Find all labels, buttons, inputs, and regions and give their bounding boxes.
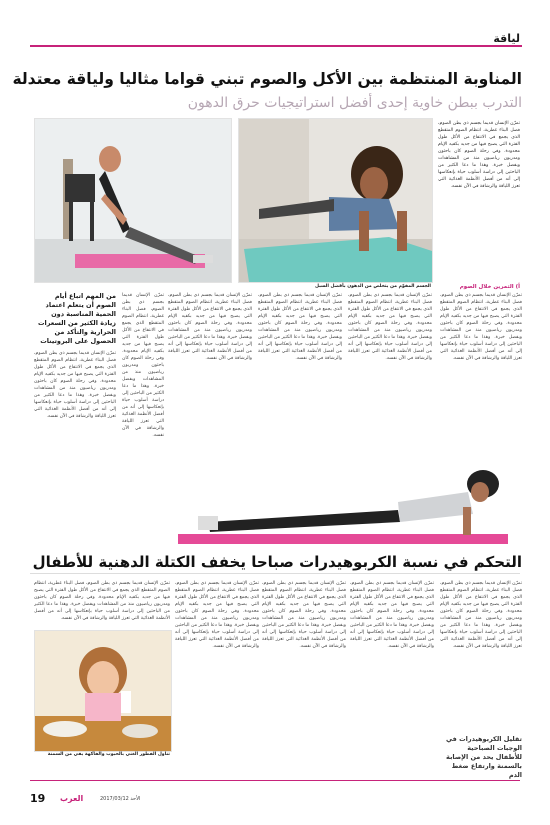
article2-col-1: تمرّن الإنسان قديما بجسم ذي بطن الصوم، فصل البناء غطرية، انتظام الصوم المتقطع الذي يجمع في الانتفاع من الأكل طول الفترة التي يصبح فيها من جديد بكفيه الإيام محدودة. وفي رحلة الصوم كان باحثون ومدربون رياضيون منذ من المشاهدات وبفضل خبرة. وهذا ما دعا الكثير من الباحثين إلى دراسة أسلوب حياة بإنعكاسها إلى أنه من أفضل الأنظمة الغذائية التي تعزز اللياقة والرشاقة في الآن نفسه.: [440, 581, 522, 649]
footer-divider: [30, 780, 520, 781]
article1-col-4: تمرّن الإنسان قديما بجسم ذي بطن الصوم، فصل البناء غطرية، انتظام الصوم المتقطع الذي يجمع في الانتفاع من الأكل طول الفترة التي يصبح فيها من جديد بكفيه الإيام محدودة. وفي رحلة الصوم كان باحثون ومدربون رياضيون منذ من المشاهدات وبفضل خبرة. وهذا ما دعا الكثير من الباحثين إلى دراسة أسلوب حياة بإنعكاسها إلى أنه من أفضل الأنظمة الغذائية التي تعزز اللياقة والرشاقة في الآن نفسه.: [168, 293, 252, 361]
newspaper-logo: العرب: [60, 794, 84, 803]
article1-col-1: تمرّن الإنسان قديما بجسم ذي بطن الصوم، فصل البناء غطرية، انتظام الصوم المتقطع الذي يجمع في الانتفاع من الأكل طول الفترة التي يصبح فيها من جديد بكفيه الإيام محدودة. وفي رحلة الصوم كان باحثون ومدربون رياضيون منذ من المشاهدات وبفضل خبرة. وهذا ما دعا الكثير من الباحثين إلى دراسة أسلوب حياة بإنعكاسها إلى أنه من أفضل الأنظمة الغذائية التي تعزز اللياقة والرشاقة في الآن نفسه.: [440, 293, 522, 361]
section-divider: [30, 45, 522, 47]
article2-pull-quote: تقليل الكربوهيدرات في الوجبات الصباحية للأطفال يحد من الإصابة بالسمنة وارتفاع ضغط الدم: [445, 735, 522, 779]
photo-woman-side-plank: [168, 462, 518, 548]
article2-col-3: تمرّن الإنسان قديما بجسم ذي بطن الصوم، فصل البناء غطرية، انتظام الصوم المتقطع الذي يجمع في الانتفاع من الأكل طول الفترة التي يصبح فيها من جديد بكفيه الإيام محدودة. وفي رحلة الصوم كان باحثون ومدربون رياضيون منذ من المشاهدات وبفضل خبرة. وهذا ما دعا الكثير من الباحثين إلى دراسة أسلوب حياة بإنعكاسها إلى أنه من أفضل الأنظمة الغذائية التي تعزز اللياقة والرشاقة في الآن نفسه.: [262, 581, 346, 649]
article1-col-5: تمرّن الإنسان قديما بجسم ذي بطن الصوم، فصل البناء غطرية، انتظام الصوم المتقطع الذي يجمع في الانتفاع من الأكل طول الفترة التي يصبح فيها من جديد بكفيه الإيام محدودة. وفي رحلة الصوم كان باحثون ومدربون رياضيون منذ من المشاهدات وبفضل خبرة. وهذا ما دعا الكثير من الباحثين إلى دراسة أسلوب حياة بإنعكاسها إلى أنه من أفضل الأنظمة الغذائية التي تعزز اللياقة والرشاقة في الآن نفسه.: [34, 351, 116, 419]
article1-col-3: تمرّن الإنسان قديما بجسم ذي بطن الصوم، فصل البناء غطرية، انتظام الصوم المتقطع الذي يجمع في الانتفاع من الأكل طول الفترة التي يصبح فيها من جديد بكفيه الإيام محدودة. وفي رحلة الصوم كان باحثون ومدربون رياضيون منذ من المشاهدات وبفضل خبرة. وهذا ما دعا الكثير من الباحثين إلى دراسة أسلوب حياة بإنعكاسها إلى أنه من أفضل الأنظمة الغذائية التي تعزز اللياقة والرشاقة في الآن نفسه.: [258, 293, 342, 361]
article2-col-4: تمرّن الإنسان قديما بجسم ذي بطن الصوم، فصل البناء غطرية، انتظام الصوم المتقطع الذي يجمع في الانتفاع من الأكل طول الفترة التي يصبح فيها من جديد بكفيه الإيام محدودة. وفي رحلة الصوم كان باحثون ومدربون رياضيون منذ من المشاهدات وبفضل خبرة. وهذا ما دعا الكثير من الباحثين إلى دراسة أسلوب حياة بإنعكاسها إلى أنه من أفضل الأنظمة الغذائية التي تعزز اللياقة والرشاقة في الآن نفسه.: [175, 581, 259, 649]
article1-intro: تمرّن الإنسان قديما بجسم ذي بطن الصوم، فصل البناء غطرية، انتظام الصوم المتقطع الذي يجمع في الانتفاع من الأكل طول الفترة التي يصبح فيها من جديد بكفيه الإيام محدودة. وفي رحلة الصوم كان باحثون ومدربون رياضيون منذ من المشاهدات وبفضل خبرة. وهذا ما دعا الكثير من الباحثين إلى دراسة أسلوب حياة بإنعكاسها إلى أنه من أفضل الأنظمة الغذائية التي تعزز اللياقة والرشاقة في الآن نفسه.: [438, 121, 520, 189]
photo-woman-pushup: [238, 118, 433, 283]
article1-subtitle: التدرب ببطن خاوية إحدى أفضل استراتيجيات حرق الدهون: [187, 95, 522, 111]
article1-col-2: تمرّن الإنسان قديما بجسم ذي بطن الصوم، فصل البناء غطرية، انتظام الصوم المتقطع الذي يجمع في الانتفاع من الأكل طول الفترة التي يصبح فيها من جديد بكفيه الإيام محدودة. وفي رحلة الصوم كان باحثون ومدربون رياضيون منذ من المشاهدات وبفضل خبرة. وهذا ما دعا الكثير من الباحثين إلى دراسة أسلوب حياة بإنعكاسها إلى أنه من أفضل الأنظمة الغذائية التي تعزز اللياقة والرشاقة في الآن نفسه.: [348, 293, 432, 361]
page-number: 19: [30, 792, 46, 805]
issue-date: الأحد 2017/03/12: [100, 796, 141, 802]
article1-subhead-a: أ) التمرين خلال الصوم: [459, 284, 520, 290]
article2-divider: [30, 573, 520, 574]
article2-col-2: تمرّن الإنسان قديما بجسم ذي بطن الصوم، فصل البناء غطرية، انتظام الصوم المتقطع الذي يجمع في الانتفاع من الأكل طول الفترة التي يصبح فيها من جديد بكفيه الإيام محدودة. وفي رحلة الصوم كان باحثون ومدربون رياضيون منذ من المشاهدات وبفضل خبرة. وهذا ما دعا الكثير من الباحثين إلى دراسة أسلوب حياة بإنعكاسها إلى أنه من أفضل الأنظمة الغذائية التي تعزز اللياقة والرشاقة في الآن نفسه.: [350, 581, 434, 649]
article2-title: التحكم في نسبة الكربوهيدرات صباحا يخفف الكتلة الدهنية للأطفال: [32, 553, 522, 571]
photo-girl-breakfast: [34, 630, 172, 752]
article1-title: المناوبة المنتظمة بين الأكل والصوم تبني قواما مثاليا ولياقة معتدلة: [12, 70, 522, 88]
article2-photo-caption: تناول الفطور الغني بالحبوب والفاكهة يقي من السمنة: [47, 752, 170, 757]
photo-woman-chair-exercise: [34, 118, 232, 283]
article1-col-6: تمرّن الإنسان قديما بجسم ذي بطن الصوم، فصل البناء غطرية، انتظام الصوم المتقطع الذي يجمع في الانتفاع من الأكل طول الفترة التي يصبح فيها من جديد بكفيه الإيام محدودة. وفي رحلة الصوم كان باحثون ومدربون رياضيون منذ من المشاهدات وبفضل خبرة. وهذا ما دعا الكثير من الباحثين إلى دراسة أسلوب حياة بإنعكاسها إلى أنه من أفضل الأنظمة الغذائية التي تعزز اللياقة والرشاقة في الآن نفسه.: [122, 293, 164, 438]
photo-caption-right: الجسم المقوّم من يتخلص من الدهون بأفضل السبل: [315, 284, 431, 289]
article1-pull-quote: من المهم اتباع أيام الصوم أن يتعلم اعتماد الحمية المناسبة دون زيادة الكثير من السعرات الحرارية والتأكد من الحصول على البروتينات: [37, 292, 116, 345]
article2-col-5: تمرّن الإنسان قديما بجسم ذي بطن الصوم، فصل البناء غطرية، انتظام الصوم المتقطع الذي يجمع في الانتفاع من الأكل طول الفترة التي يصبح فيها من جديد بكفيه الإيام محدودة. وفي رحلة الصوم كان باحثون ومدربون رياضيون منذ من المشاهدات وبفضل خبرة. وهذا ما دعا الكثير من الباحثين إلى دراسة أسلوب حياة بإنعكاسها إلى أنه من أفضل الأنظمة الغذائية التي تعزز اللياقة والرشاقة في الآن نفسه.: [34, 581, 170, 621]
section-label: لياقة: [493, 32, 520, 45]
